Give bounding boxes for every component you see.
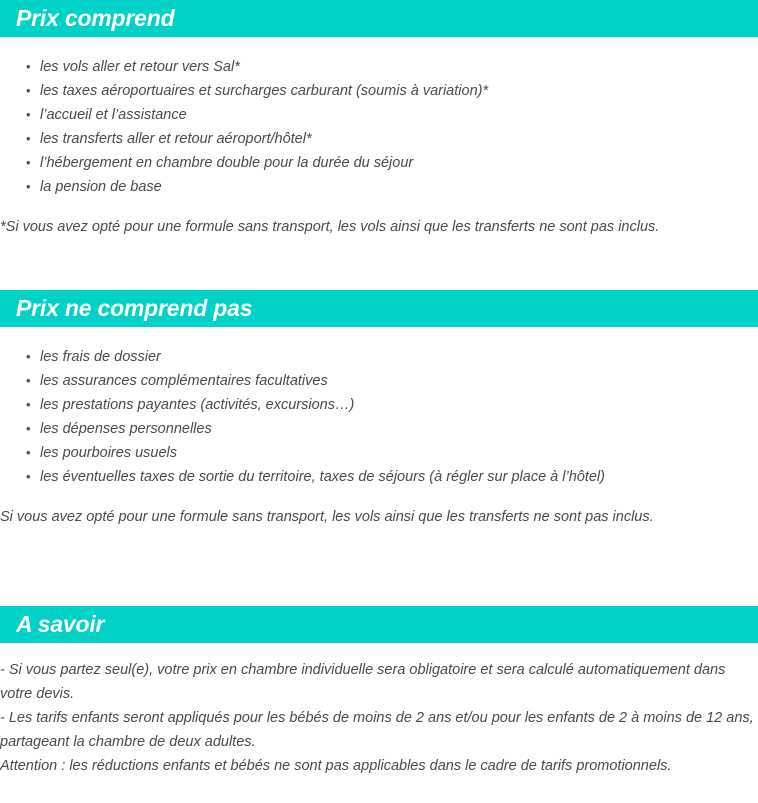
spacer xyxy=(0,489,758,505)
section-header-a-savoir xyxy=(0,606,758,643)
section-prix-ne-comprend-pas xyxy=(0,290,758,529)
notice-paragraph: - Si vous partez seul(e), votre prix en chambre individuelle sera obligatoire et sera calculé automatiquement dans votre devis. xyxy=(0,662,726,702)
section-a-savoir xyxy=(0,606,758,778)
section-title: Prix comprend xyxy=(16,5,175,31)
spacer xyxy=(0,199,758,215)
section-title: A savoir xyxy=(16,611,105,637)
notice-paragraph: - Les tarifs enfants seront appliqués pour les bébés de moins de 2 ans et/ou pour les enfants de 2 à moins de 12 ans, partageant la chambre de deux adultes. xyxy=(0,710,754,750)
notice-paragraph: Attention : les réductions enfants et bébés ne sont pas applicables dans le cadre de tarifs promotionnels. xyxy=(0,758,672,774)
section-title: Prix ne comprend pas xyxy=(16,295,253,321)
list-item: • les taxes aéroportuaires et surcharges carburant (soumis à variation)* xyxy=(0,79,758,103)
spacer xyxy=(0,37,758,55)
included-footnote: *Si vous avez opté pour une formule sans transport, les vols ainsi que les transferts ne sont pas inclus. xyxy=(0,219,660,235)
excluded-list xyxy=(0,345,758,489)
excluded-footnote: Si vous avez opté pour une formule sans transport, les vols ainsi que les transferts ne sont pas inclus. xyxy=(0,509,654,525)
list-item: • les vols aller et retour vers Sal* xyxy=(0,55,758,79)
list-item: • la pension de base xyxy=(0,175,758,199)
list-item: • les pourboires usuels xyxy=(0,441,758,465)
list-item: • les dépenses personnelles xyxy=(0,417,758,441)
list-item: • l’accueil et l’assistance xyxy=(0,103,758,127)
section-prix-comprend xyxy=(0,0,758,239)
included-list xyxy=(0,55,758,199)
list-item: • les transferts aller et retour aéroport/hôtel* xyxy=(0,127,758,151)
list-item: • les assurances complémentaires facultatives xyxy=(0,369,758,393)
spacer xyxy=(0,239,758,290)
spacer xyxy=(0,529,758,606)
list-item: • les frais de dossier xyxy=(0,345,758,369)
section-header-prix-ne-comprend-pas xyxy=(0,290,758,327)
spacer xyxy=(0,643,758,658)
section-header-prix-comprend xyxy=(0,0,758,37)
spacer xyxy=(0,327,758,345)
list-item: • les éventuelles taxes de sortie du territoire, taxes de séjours (à régler sur place à l’hôtel) xyxy=(0,465,758,489)
list-item: • les prestations payantes (activités, excursions…) xyxy=(0,393,758,417)
list-item: • l’hébergement en chambre double pour la durée du séjour xyxy=(0,151,758,175)
